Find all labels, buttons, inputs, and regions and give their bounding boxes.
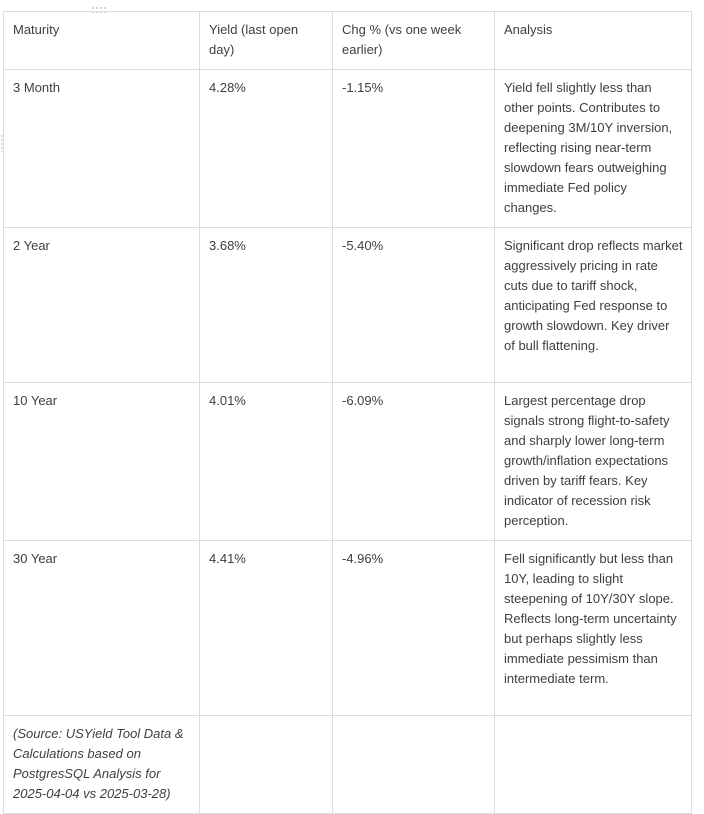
cell-analysis: Significant drop reflects market aggressively pricing in rate cuts due to tariff shock, anticipating Fed response to growth slowdown. Key driver of bull flattening. — [495, 228, 692, 383]
cell-change: -4.96% — [333, 541, 495, 716]
table-header-row — [4, 12, 692, 70]
cell-analysis: Fell significantly but less than 10Y, leading to slight steepening of 10Y/30Y slope. Reflects long-term uncertainty but perhaps slightly less immediate pessimism than intermediate term. — [495, 541, 692, 716]
cell-maturity: 30 Year — [4, 541, 200, 716]
header-yield: Yield (last open day) — [200, 12, 333, 70]
cell-change: -1.15% — [333, 70, 495, 228]
table-row — [4, 70, 692, 228]
cell-change: -5.40% — [333, 228, 495, 383]
table-row — [4, 541, 692, 716]
source-note: (Source: USYield Tool Data & Calculations based on PostgresSQL Analysis for 2025-04-04 vs 2025-03-28) — [4, 716, 200, 814]
source-row — [4, 716, 692, 814]
cell-maturity: 10 Year — [4, 383, 200, 541]
cell-yield: 4.28% — [200, 70, 333, 228]
table-row — [4, 383, 692, 541]
table-row — [4, 228, 692, 383]
header-analysis: Analysis — [495, 12, 692, 70]
cell-maturity: 3 Month — [4, 70, 200, 228]
cell-yield: 4.41% — [200, 541, 333, 716]
empty-cell — [200, 716, 333, 814]
header-change: Chg % (vs one week earlier) — [333, 12, 495, 70]
cell-yield: 4.01% — [200, 383, 333, 541]
cell-change: -6.09% — [333, 383, 495, 541]
treasury-yield-table — [3, 11, 692, 814]
cell-maturity: 2 Year — [4, 228, 200, 383]
empty-cell — [333, 716, 495, 814]
cell-yield: 3.68% — [200, 228, 333, 383]
cell-analysis: Yield fell slightly less than other points. Contributes to deepening 3M/10Y inversion, reflecting rising near-term slowdown fears outweighing immediate Fed policy changes. — [495, 70, 692, 228]
empty-cell — [495, 716, 692, 814]
header-maturity: Maturity — [4, 12, 200, 70]
cell-analysis: Largest percentage drop signals strong flight-to-safety and sharply lower long-term growth/inflation expectations driven by tariff fears. Key indicator of recession risk perception. — [495, 383, 692, 541]
